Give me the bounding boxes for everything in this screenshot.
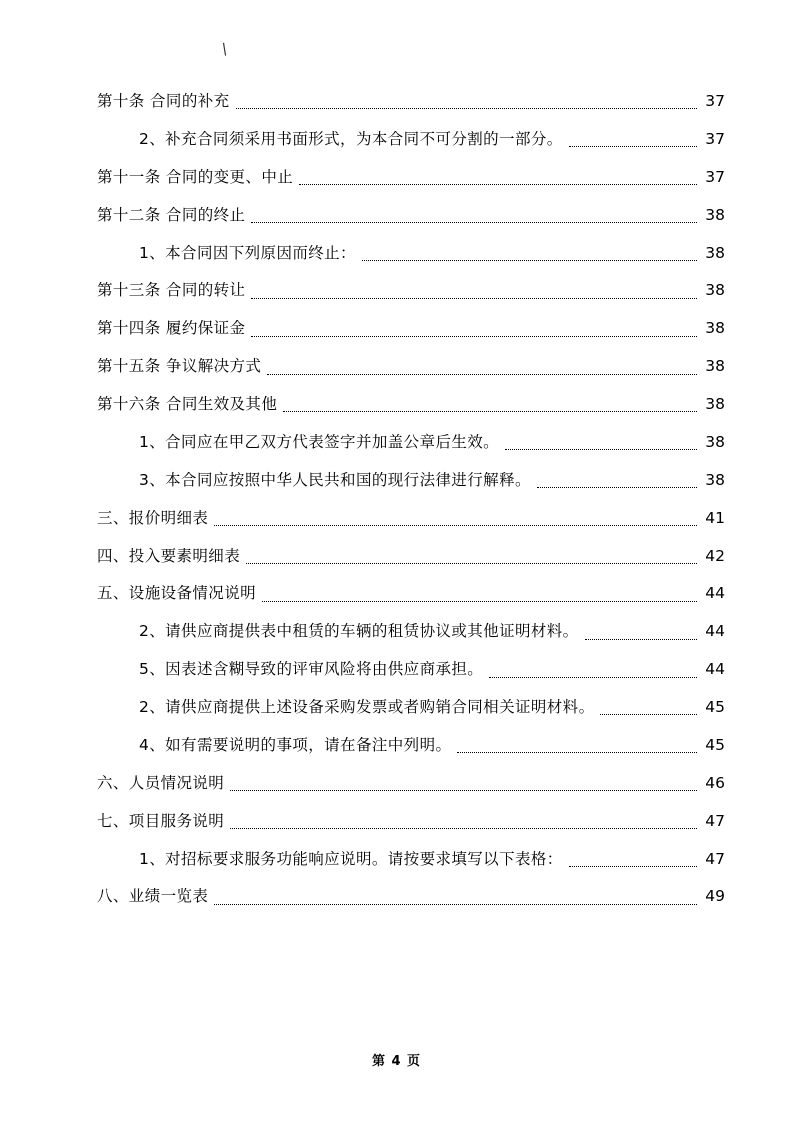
toc-leader-dots xyxy=(214,515,697,526)
toc-entry-title: 2、补充合同须采用书面形式，为本合同不可分割的一部分。 xyxy=(139,129,563,148)
toc-entry-title: 三、报价明细表 xyxy=(97,508,209,527)
toc-entry-page: 38 xyxy=(705,243,725,262)
toc-entry-title: 第十四条 履约保证金 xyxy=(97,319,246,338)
stray-pen-mark: \ xyxy=(220,39,229,59)
toc-entry-title: 1、本合同因下列原因而终止： xyxy=(139,243,356,262)
toc-entry[interactable] xyxy=(97,887,725,906)
toc-leader-dots xyxy=(230,818,697,829)
toc-leader-dots xyxy=(299,174,697,185)
toc-entry-page: 42 xyxy=(705,546,725,565)
toc-entry-title: 4、如有需要说明的事项，请在备注中列明。 xyxy=(139,735,452,754)
toc-entry-page: 37 xyxy=(705,167,725,186)
toc-entry[interactable] xyxy=(97,812,725,831)
toc-entry[interactable] xyxy=(97,471,725,490)
toc-leader-dots xyxy=(585,629,697,640)
toc-entry-page: 38 xyxy=(705,395,725,413)
toc-entry-page: 44 xyxy=(705,660,725,679)
toc-entry[interactable] xyxy=(97,92,725,111)
toc-entry[interactable] xyxy=(97,850,725,869)
toc-entry[interactable] xyxy=(97,130,725,149)
toc-entry-title: 5、因表述含糊导致的评审风险将由供应商承担。 xyxy=(139,660,484,679)
toc-entry-page: 45 xyxy=(705,698,725,716)
toc-leader-dots xyxy=(214,894,697,905)
toc-entry-page: 45 xyxy=(705,735,725,754)
toc-entry-title: 四、投入要素明细表 xyxy=(97,546,241,565)
toc-leader-dots xyxy=(251,326,697,337)
toc-entry-page: 49 xyxy=(705,887,725,906)
toc-entry[interactable] xyxy=(97,736,725,755)
toc-entry-page: 44 xyxy=(705,622,725,641)
toc-leader-dots xyxy=(267,364,697,375)
toc-leader-dots xyxy=(246,553,697,564)
toc-leader-dots xyxy=(569,136,697,147)
toc-entry-title: 第十条 合同的补充 xyxy=(97,92,230,110)
toc-entry-page: 47 xyxy=(705,811,725,830)
toc-leader-dots xyxy=(262,591,697,602)
toc-entry-title: 2、请供应商提供上述设备采购发票或者购销合同相关证明材料。 xyxy=(139,698,595,716)
toc-entry[interactable] xyxy=(97,774,725,793)
toc-entry-page: 38 xyxy=(705,205,725,224)
toc-entry-title: 七、项目服务说明 xyxy=(97,811,225,830)
toc-entry[interactable] xyxy=(97,547,725,566)
toc-entry-title: 八、业绩一览表 xyxy=(97,887,209,906)
toc-entry-title: 1、合同应在甲乙双方代表签字并加盖公章后生效。 xyxy=(139,432,500,451)
toc-entry[interactable] xyxy=(97,622,725,641)
toc-entry-title: 第十六条 合同生效及其他 xyxy=(97,395,278,413)
toc-entry-title: 第十三条 合同的转让 xyxy=(97,281,246,300)
toc-entry-title: 第十五条 争议解决方式 xyxy=(97,357,262,376)
toc-entry-title: 五、设施设备情况说明 xyxy=(97,584,257,603)
toc-entry[interactable] xyxy=(97,395,725,414)
toc-entry-page: 38 xyxy=(705,319,725,338)
toc-entry[interactable] xyxy=(97,433,725,452)
toc-leader-dots xyxy=(362,250,697,261)
toc-entry-page: 37 xyxy=(705,92,725,110)
toc-leader-dots xyxy=(600,704,697,715)
toc-entry-title: 3、本合同应按照中华人民共和国的现行法律进行解释。 xyxy=(139,470,531,489)
page-number: 第 4 页 xyxy=(371,1054,422,1069)
toc-entry[interactable] xyxy=(97,206,725,225)
toc-entry-title: 第十一条 合同的变更、中止 xyxy=(97,167,294,186)
toc-entry[interactable] xyxy=(97,319,725,338)
toc-entry[interactable] xyxy=(97,509,725,528)
toc-leader-dots xyxy=(537,477,697,488)
toc-entry-page: 41 xyxy=(705,508,725,527)
toc-entry-page: 47 xyxy=(705,849,725,868)
toc-entry-page: 46 xyxy=(705,773,725,792)
toc-entry[interactable] xyxy=(97,660,725,679)
toc-leader-dots xyxy=(457,742,697,753)
toc-entry-title: 第十二条 合同的终止 xyxy=(97,205,246,224)
toc-entry[interactable] xyxy=(97,698,725,717)
toc-entry-page: 44 xyxy=(705,584,725,603)
toc-leader-dots xyxy=(230,780,697,791)
toc-entry-page: 37 xyxy=(705,129,725,148)
toc-entry[interactable] xyxy=(97,584,725,603)
toc-entry-title: 2、请供应商提供表中租赁的车辆的租赁协议或其他证明材料。 xyxy=(139,622,579,641)
page-footer xyxy=(0,1050,793,1069)
toc-entry[interactable] xyxy=(97,357,725,376)
toc-leader-dots xyxy=(236,98,697,109)
toc-entry-page: 38 xyxy=(705,357,725,376)
toc-entry[interactable] xyxy=(97,168,725,187)
toc-entry[interactable] xyxy=(97,244,725,263)
toc-leader-dots xyxy=(505,439,697,450)
table-of-contents xyxy=(97,92,725,925)
toc-leader-dots xyxy=(251,288,697,299)
toc-leader-dots xyxy=(489,667,697,678)
toc-entry-title: 1、对招标要求服务功能响应说明。请按要求填写以下表格： xyxy=(139,849,563,868)
toc-entry-page: 38 xyxy=(705,432,725,451)
toc-entry-title: 六、人员情况说明 xyxy=(97,773,225,792)
toc-entry[interactable] xyxy=(97,281,725,300)
toc-leader-dots xyxy=(569,856,697,867)
toc-entry-page: 38 xyxy=(705,470,725,489)
toc-entry-page: 38 xyxy=(705,281,725,300)
toc-leader-dots xyxy=(251,212,697,223)
toc-leader-dots xyxy=(283,401,697,412)
